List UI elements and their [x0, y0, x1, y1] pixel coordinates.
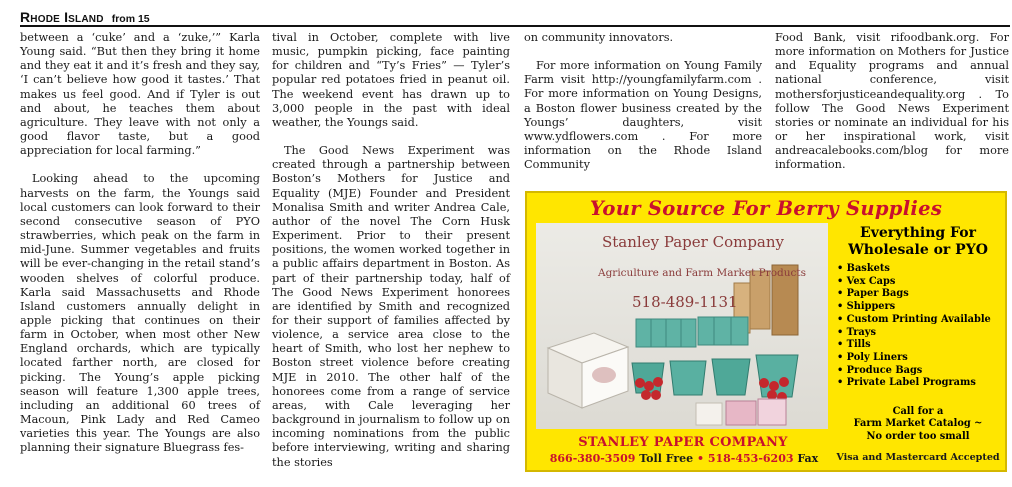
pint-tray-icon [698, 317, 748, 345]
list-item: • Vex Caps [837, 275, 896, 287]
produce-bag-icon [696, 403, 722, 425]
product-display-illustration [536, 223, 828, 429]
article-column-3 [524, 31, 762, 172]
product-list [837, 263, 1003, 390]
article-column-1 [20, 31, 260, 456]
fax-label: Fax [797, 452, 819, 465]
article-column-4 [775, 31, 1009, 173]
paragraph: The Good News Experiment was created through a partnership between Boston’s Mothers for Justice and Equality (MJE) Founder and President Monalisa Smith and writer Andrea Cale, author of the novel The Corn Husk Experiment. Prior to their present positions, the women worked together in a public affairs department in Boston. As part of their partnership today, half of The Good News Experiment honorees are identified by Smith and recognized for their support of families affected by violence, a service area close to the heart of Smith, who lost her nephew to Boston street violence before creating MJE in 2010. The other half of the honorees come from a range of service areas, with Cale leveraging her background in journalism to follow up on incoming nominations from the public before interviewing, writing and sharing the stories [272, 144, 510, 469]
ad-headline: Your Source For Berry Supplies [589, 197, 943, 220]
ad-company-name: STANLEY PAPER COMPANY [578, 435, 788, 450]
produce-bag-icon [758, 399, 786, 425]
separator-bullet: • [696, 452, 704, 465]
sign-tagline: Agriculture and Farm Market Products [598, 267, 807, 279]
list-item: • Private Label Programs [837, 377, 976, 389]
list-item: • Tills [837, 339, 871, 351]
list-item: • Shippers [837, 301, 896, 313]
article-column-2 [272, 31, 510, 470]
list-item: • Poly Liners [837, 351, 908, 363]
list-item: • Baskets [837, 263, 890, 274]
ad-subheading [833, 225, 1003, 259]
stanley-paper-advertisement [525, 191, 1007, 472]
toll-free-number: 866-380-3509 [549, 452, 636, 465]
section-title: Rhode Island [20, 9, 104, 25]
paragraph: Food Bank, visit rifoodbank.org. For more information on Mothers for Justice and Equality programs and annual national conference, visit mothersforjusticeandequality.org . To follow The Good News Experiment stories or nominate an individual for his or her inspirational work, visit andreacalebooks.com/blog for more information. [775, 31, 1009, 172]
list-item: • Produce Bags [837, 364, 923, 376]
continued-from-label: from 15 [111, 13, 150, 25]
callout-line: Call for a [892, 406, 944, 418]
callout-line: No order too small [866, 430, 970, 442]
ad-subheading-line: Everything For [860, 225, 976, 241]
paragraph: For more information on Young Family Farm visit http://youngfamilyfarm.com . For more information on Young Designs, a Boston flower business created by the Youngs’ daughters, visit www.ydflowers.com . For more information on the Rhode Island Community [524, 59, 762, 172]
header-rule [20, 25, 1010, 27]
catalog-callout [833, 406, 1003, 443]
paragraph: on community innovators. [524, 31, 674, 44]
sign-phone: 518-489-1131 [632, 293, 738, 311]
list-item: • Trays [837, 326, 876, 338]
ad-product-panel [833, 225, 1003, 443]
pint-tray-icon [636, 319, 696, 347]
sign-company-name: Stanley Paper Company [602, 233, 785, 251]
toll-free-label: Toll Free [639, 452, 694, 465]
paper-bag-icon [750, 271, 770, 329]
paragraph: Looking ahead to the upcoming harvests on the farm, the Youngs said local customers can look forward to their second consecutive season of PYO strawberries, which peak on the farm in mid-June. Summer vegetables and fruits will be ever-changing in the retail stand’s wooden shelves of colorful produce. Karla said Massachusetts and Rhode Island customers annually delight in apple picking that continues on their farm in October, when most other New England orchards, which are typically located farther north, are closed for picking. The Young’s apple picking season will feature 1,300 apple trees, including an additional 60 trees of Macoun, Pink Lady and Red Cameo varieties this year. The Youngs are also planning their signature Bluegrass fes- [20, 172, 260, 455]
product-photo [536, 223, 828, 429]
callout-line: Farm Market Catalog ~ [853, 418, 983, 430]
list-item: • Paper Bags [837, 288, 909, 300]
paragraph: tival in October, complete with live music, pumpkin picking, face painting for children and “Ty’s Fries” — Tyler’s popular red potatoes fried in peanut oil. The weekend event has drawn up to 3,000 people in the past with ideal weather, the Youngs said. [272, 31, 510, 129]
paragraph: between a ‘cuke’ and a ‘zuke,’” Karla Young said. “But then they bring it home and they eat it and it’s fresh and they say, ‘I can’t believe how good it tastes.’ That makes us feel good. And if Tyler is out and about, he teaches them about agriculture. They leave with not only a good flavor taste, but a good appreciation for local farming.” [20, 31, 260, 158]
ad-phone-numbers [529, 452, 839, 465]
payment-note: Visa and Mastercard Accepted [836, 452, 1000, 463]
fax-number: 518-453-6203 [707, 452, 794, 465]
ad-subheading-line: Wholesale or PYO [848, 242, 988, 258]
list-item: • Custom Printing Available [837, 313, 991, 325]
produce-bag-icon [726, 401, 756, 425]
